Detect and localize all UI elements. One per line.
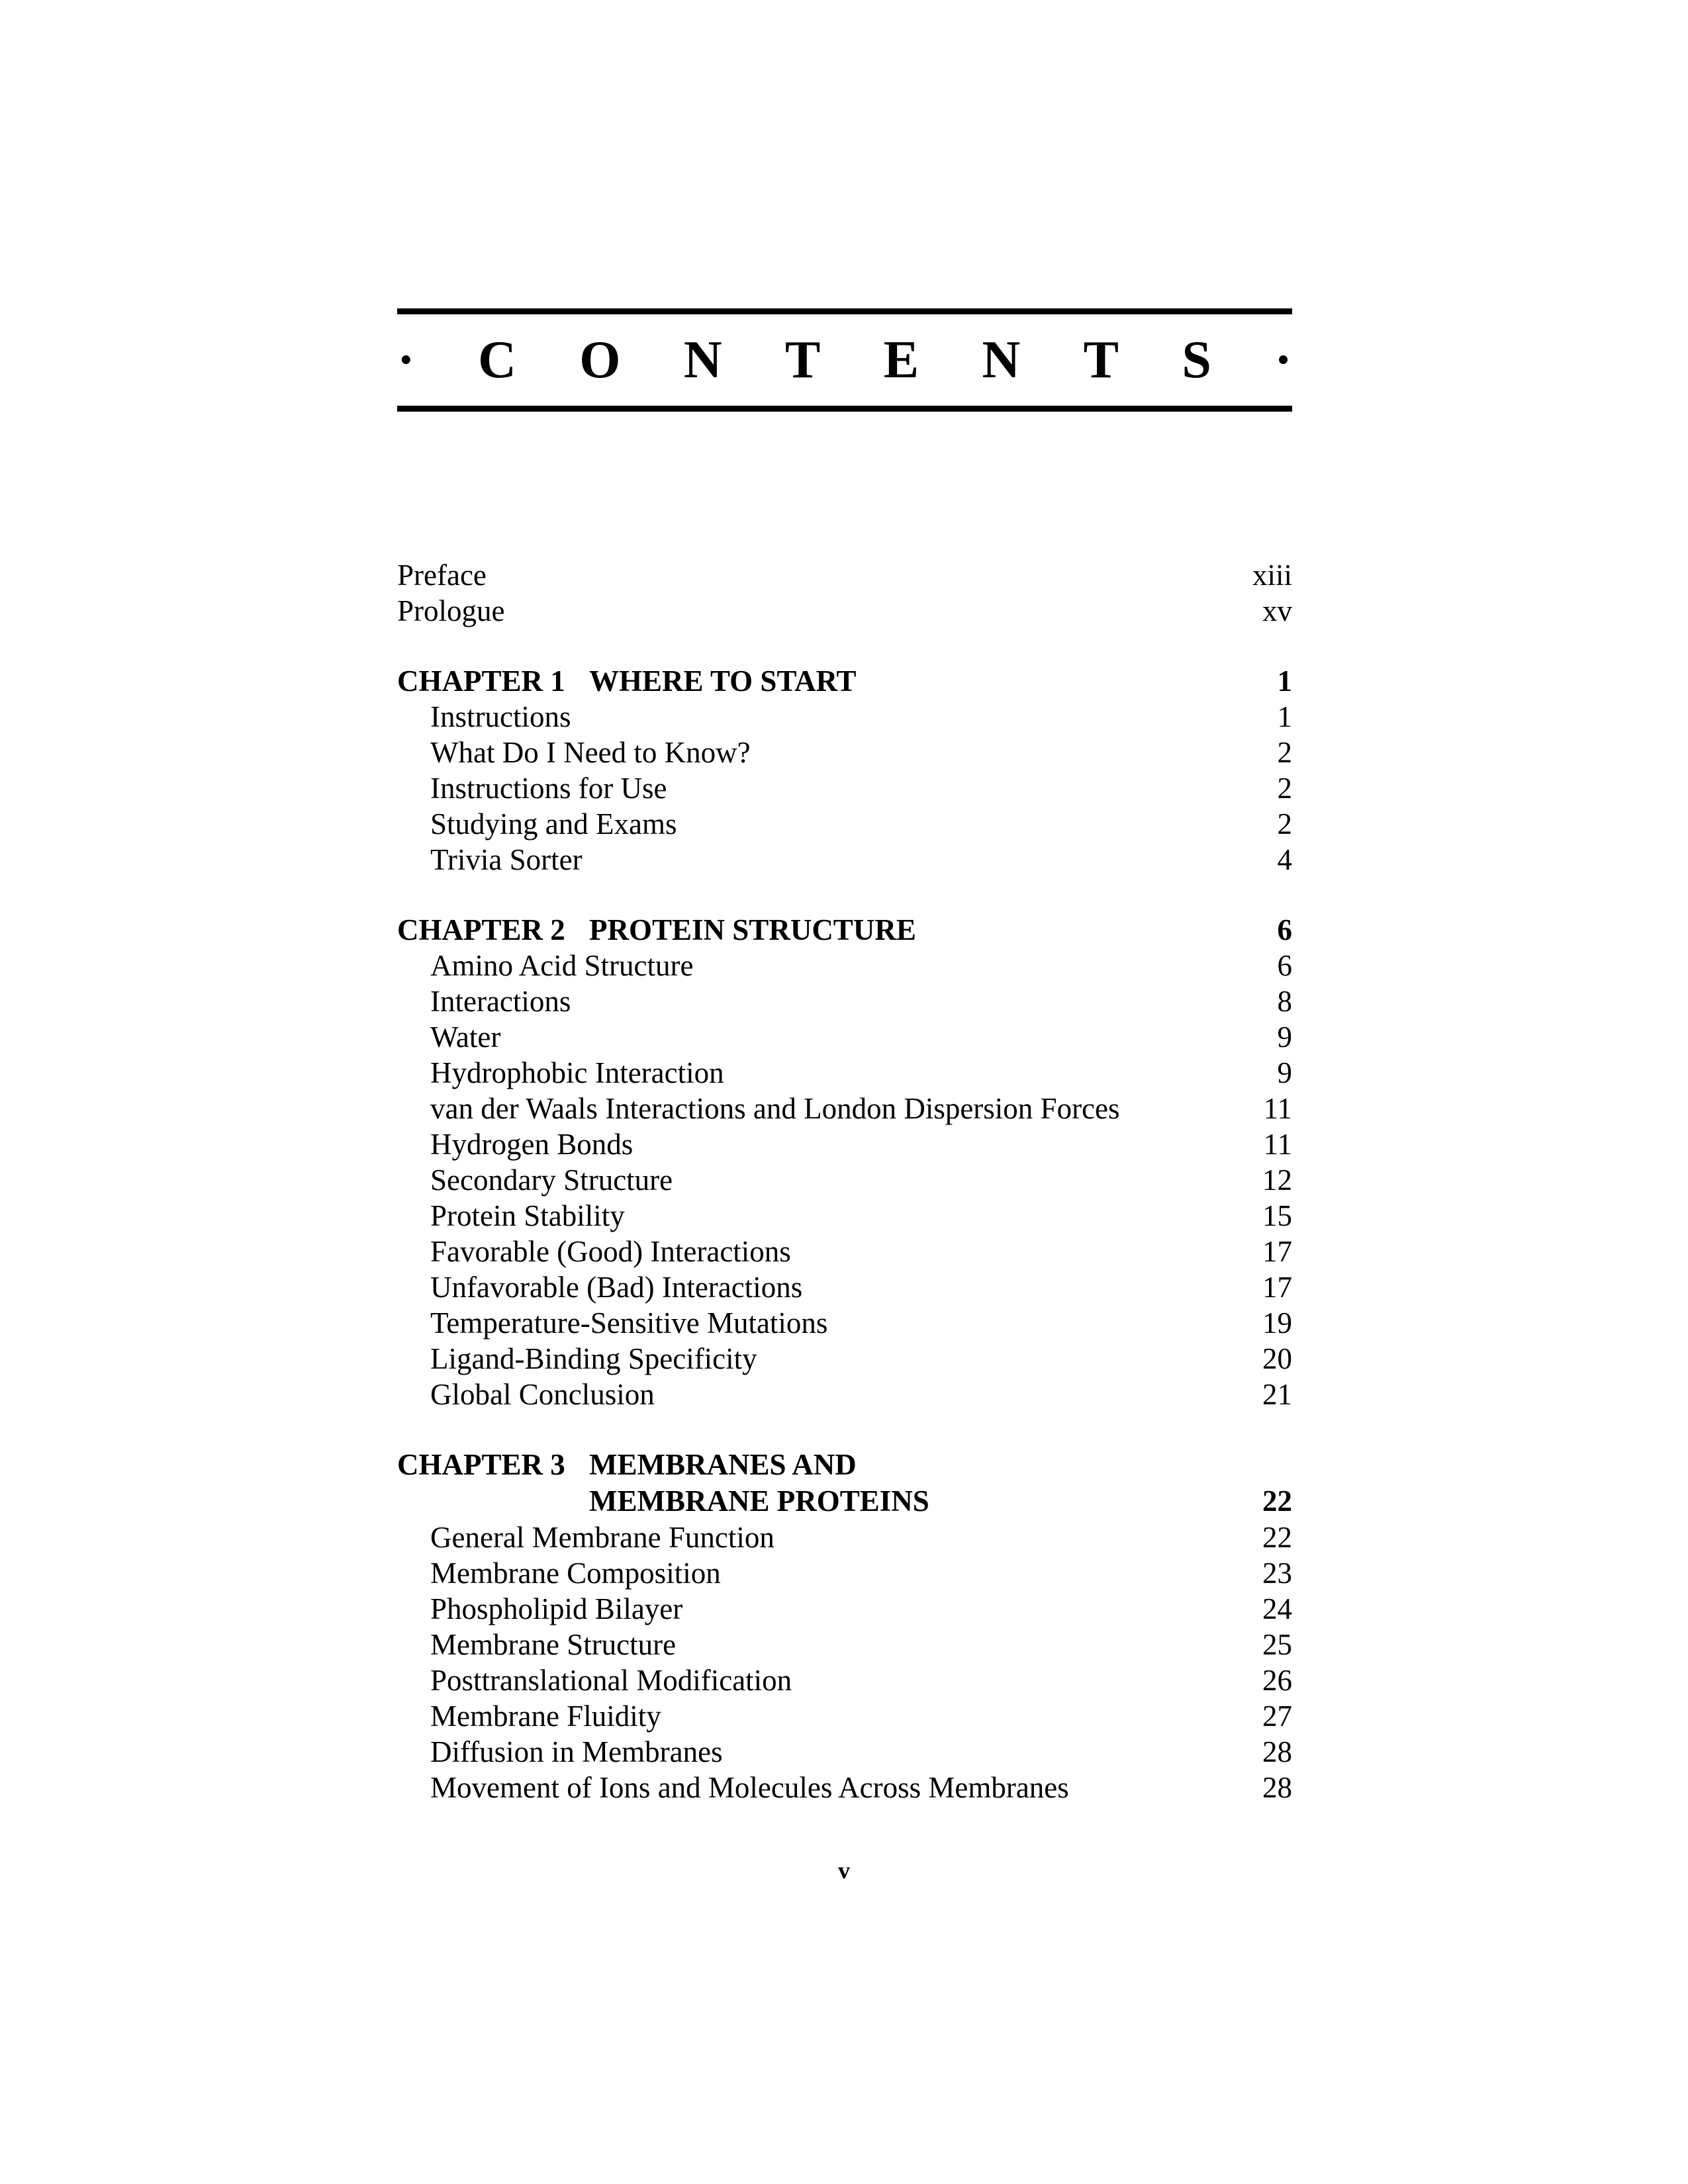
entry-page: 8 xyxy=(1277,985,1292,1018)
heading-letter: T xyxy=(1083,331,1119,389)
toc-entry[interactable] xyxy=(397,1591,1292,1627)
toc-entry[interactable] xyxy=(397,557,1292,593)
chapter-heading[interactable] xyxy=(397,663,1292,699)
entry-page: 28 xyxy=(1262,1771,1292,1804)
entry-title: Global Conclusion xyxy=(430,1378,655,1411)
entry-page: xiii xyxy=(1252,559,1292,592)
entry-page: 1 xyxy=(1277,700,1292,733)
toc-entry[interactable] xyxy=(397,1126,1292,1162)
entry-title: Ligand-Binding Specificity xyxy=(430,1342,757,1375)
entry-page: 6 xyxy=(1277,949,1292,982)
entry-page: 23 xyxy=(1262,1557,1292,1590)
entry-title: Membrane Fluidity xyxy=(430,1700,661,1733)
toc-entry[interactable] xyxy=(397,1627,1292,1662)
toc-entry[interactable] xyxy=(397,1198,1292,1234)
entry-page: 28 xyxy=(1262,1735,1292,1768)
toc-entry[interactable] xyxy=(397,1019,1292,1055)
toc-entry[interactable] xyxy=(397,1520,1292,1555)
chapter-2 xyxy=(397,912,1292,1412)
chapter-title-line-2: MEMBRANE PROTEINS xyxy=(589,1484,929,1518)
page-number: v xyxy=(838,1857,850,1884)
entry-page: 2 xyxy=(1277,736,1292,769)
front-matter xyxy=(397,557,1292,629)
chapter-1 xyxy=(397,663,1292,878)
entry-title: Hydrophobic Interaction xyxy=(430,1056,724,1089)
contents-heading xyxy=(397,314,1292,406)
entry-title: Favorable (Good) Interactions xyxy=(430,1235,791,1268)
chapter-number: CHAPTER 2 xyxy=(397,913,565,946)
toc-entry[interactable] xyxy=(397,1555,1292,1591)
toc-entry[interactable] xyxy=(397,735,1292,770)
entry-title: General Membrane Function xyxy=(430,1521,774,1554)
entry-title: Trivia Sorter xyxy=(430,843,583,876)
entry-title: Preface xyxy=(397,559,487,592)
heading-letter: · xyxy=(1274,331,1292,389)
toc-entry[interactable] xyxy=(397,1305,1292,1341)
toc-entry[interactable] xyxy=(397,1662,1292,1698)
chapter-page: 6 xyxy=(1277,913,1292,946)
entry-title: Diffusion in Membranes xyxy=(430,1735,723,1768)
entry-title: Secondary Structure xyxy=(430,1163,673,1197)
chapter-page: 1 xyxy=(1277,664,1292,698)
entry-title: Movement of Ions and Molecules Across Membranes xyxy=(430,1771,1069,1804)
entry-page: 15 xyxy=(1262,1199,1292,1232)
entry-page: 9 xyxy=(1277,1056,1292,1089)
toc-entry[interactable] xyxy=(397,1341,1292,1377)
chapter-heading[interactable] xyxy=(397,912,1292,948)
heading-letter: S xyxy=(1182,331,1211,389)
entry-page: 22 xyxy=(1262,1521,1292,1554)
entry-page: 17 xyxy=(1262,1271,1292,1304)
chapter-title: WHERE TO START xyxy=(589,664,857,698)
toc-entry[interactable] xyxy=(397,983,1292,1019)
toc-entry[interactable] xyxy=(397,1770,1292,1805)
chapter-page: 22 xyxy=(1262,1484,1292,1518)
toc-entry[interactable] xyxy=(397,1734,1292,1770)
entry-page: 2 xyxy=(1277,772,1292,805)
entry-page: 17 xyxy=(1262,1235,1292,1268)
entry-page: 12 xyxy=(1262,1163,1292,1197)
heading-letter: · xyxy=(397,331,415,389)
heading-letter: N xyxy=(982,331,1021,389)
toc-entry[interactable] xyxy=(397,1234,1292,1269)
entry-page: 27 xyxy=(1262,1700,1292,1733)
chapter-title: MEMBRANES AND xyxy=(589,1448,857,1481)
entry-page: 25 xyxy=(1262,1628,1292,1661)
entry-page: xv xyxy=(1262,594,1292,627)
heading-letter: C xyxy=(478,331,516,389)
entry-title: Membrane Composition xyxy=(430,1557,721,1590)
chapter-heading[interactable] xyxy=(397,1447,1292,1482)
chapter-title: PROTEIN STRUCTURE xyxy=(589,913,916,946)
entry-page: 11 xyxy=(1263,1128,1292,1161)
toc-entry[interactable] xyxy=(397,1269,1292,1305)
heading-letter: O xyxy=(579,331,621,389)
entry-title: Unfavorable (Bad) Interactions xyxy=(430,1271,803,1304)
entry-page: 11 xyxy=(1263,1092,1292,1125)
entry-page: 4 xyxy=(1277,843,1292,876)
heading-letter: N xyxy=(683,331,722,389)
entry-page: 21 xyxy=(1262,1378,1292,1411)
toc-entry[interactable] xyxy=(397,1055,1292,1091)
top-rule xyxy=(397,308,1292,314)
heading-letter: E xyxy=(883,331,919,389)
chapter-3 xyxy=(397,1447,1292,1805)
chapter-number: CHAPTER 3 xyxy=(397,1448,565,1481)
bottom-rule xyxy=(397,406,1292,412)
chapter-number: CHAPTER 1 xyxy=(397,664,565,698)
entry-title: What Do I Need to Know? xyxy=(430,736,751,769)
entry-title: Hydrogen Bonds xyxy=(430,1128,633,1161)
entry-page: 19 xyxy=(1262,1306,1292,1340)
entry-title: van der Waals Interactions and London Dispersion Forces xyxy=(430,1092,1120,1125)
entry-title: Water xyxy=(430,1021,501,1054)
toc-entry[interactable] xyxy=(397,770,1292,806)
entry-title: Protein Stability xyxy=(430,1199,625,1232)
entry-title: Prologue xyxy=(397,594,505,627)
toc-entry[interactable] xyxy=(397,1377,1292,1412)
toc-entry[interactable] xyxy=(397,1162,1292,1198)
entry-title: Membrane Structure xyxy=(430,1628,677,1661)
entry-title: Temperature-Sensitive Mutations xyxy=(430,1306,828,1340)
heading-letter: T xyxy=(784,331,821,389)
toc-entry[interactable] xyxy=(397,1698,1292,1734)
entry-title: Amino Acid Structure xyxy=(430,949,694,982)
contents-page xyxy=(397,308,1292,1805)
toc-entry[interactable] xyxy=(397,1091,1292,1126)
entry-title: Phospholipid Bilayer xyxy=(430,1592,683,1625)
entry-page: 26 xyxy=(1262,1664,1292,1697)
entry-title: Interactions xyxy=(430,985,571,1018)
entry-page: 20 xyxy=(1262,1342,1292,1375)
toc-entry[interactable] xyxy=(397,699,1292,735)
toc-entry[interactable] xyxy=(397,806,1292,842)
entry-page: 24 xyxy=(1262,1592,1292,1625)
entry-title: Instructions for Use xyxy=(430,772,667,805)
entry-title: Posttranslational Modification xyxy=(430,1664,792,1697)
entry-page: 9 xyxy=(1277,1021,1292,1054)
entry-title: Studying and Exams xyxy=(430,807,677,841)
toc-entry[interactable] xyxy=(397,842,1292,878)
chapter-heading-continued[interactable] xyxy=(397,1482,1292,1520)
entry-title: Instructions xyxy=(430,700,571,733)
entry-page: 2 xyxy=(1277,807,1292,841)
toc-entry[interactable] xyxy=(397,593,1292,629)
toc-entry[interactable] xyxy=(397,948,1292,983)
